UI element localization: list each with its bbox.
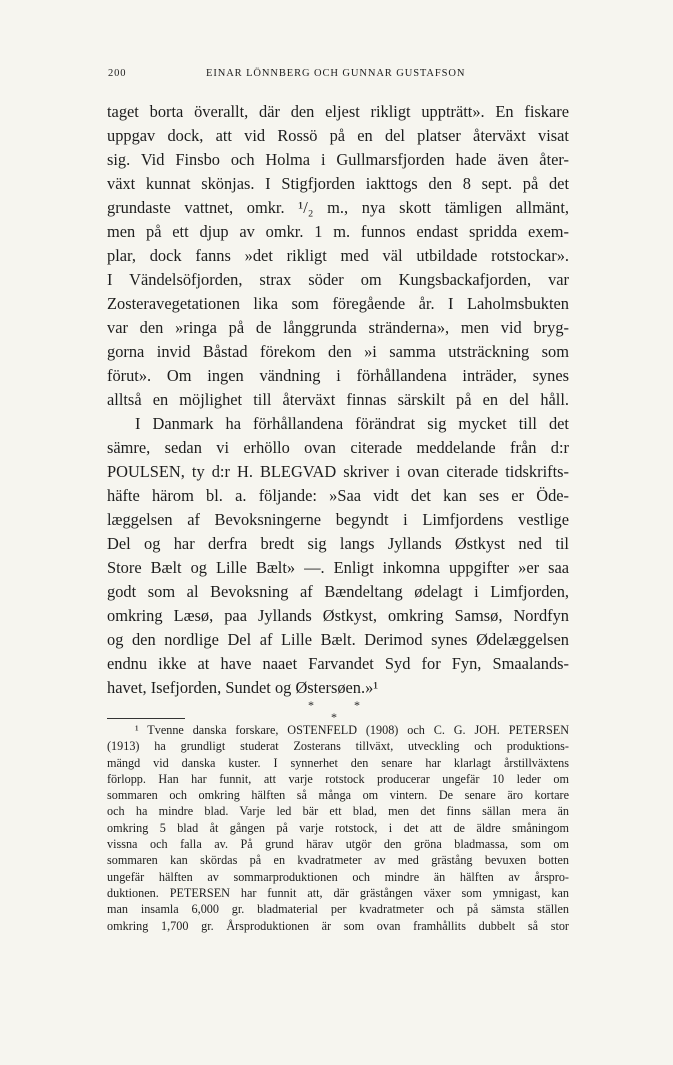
body-line: omkring Læsø, paa Jyllands Østkyst, omkring Samsø, Nordfyn xyxy=(107,606,569,625)
body-line: læggelsen af Bevoksningerne begyndt i Limfjordens vestlige xyxy=(107,510,569,529)
body-line: växt kunnat skönjas. I Stigfjorden iakttogs den 8 sept. på det xyxy=(107,174,569,193)
footnote-line: ¹ Tvenne danska forskare, OSTENFELD (1908) och C. G. JOH. PETERSEN xyxy=(135,723,569,737)
footnote-line: mängd vid danska kuster. I synnerhet den senare har klarlagt årstillväxtens xyxy=(107,755,569,770)
footnote-rule xyxy=(107,718,185,719)
body-line: var den »ringa på de långgrunda stränderna», men vid bryg- xyxy=(107,318,569,337)
footnote-line: man insamla 6,000 gr. bladmaterial per kvadratmeter och på sämsta ställen xyxy=(107,902,569,917)
footnotes xyxy=(107,722,569,934)
body-line: sämre, sedan vi erhöllo ovan citerade meddelande från d:r xyxy=(107,438,569,457)
footnote-line: vissna och falla av. På grund härav utgör den gröna bladmassa, som om xyxy=(107,837,569,852)
separator-star: * xyxy=(354,698,360,712)
body-line: havet, Isefjorden, Sundet og Østersøen.»¹ xyxy=(107,678,379,697)
body-line: Del og har derfra bredt sig langs Jyllands Østkyst ned til xyxy=(107,534,569,553)
body-line: godt som al Bevoksning af Bændeltang ødelagt i Limfjorden, xyxy=(107,582,569,601)
body-line: gorna invid Båstad förekom den »i samma utsträckning som xyxy=(107,342,569,361)
footnote-line: förlopp. Han har funnit, att varje rotstock producerar ungefär 10 leder om xyxy=(107,771,569,786)
body-line: endnu ikke at have naaet Farvandet Syd for Fyn, Smaalands- xyxy=(107,654,569,673)
footnote-line: och ha mindre blad. Varje led bär ett blad, men det finns sällan mera än xyxy=(107,804,569,819)
body-line: häfte härom bl. a. följande: »Saa vidt det kan ses er Öde- xyxy=(107,486,569,505)
body-line: uppgav dock, att vid Rossö på en del platser återväxt visat xyxy=(107,126,569,145)
footnote-line: ungefär hälften av sommarproduktionen och mindre än hälften av årspro- xyxy=(107,869,569,884)
separator-star: * xyxy=(308,698,314,712)
body-line: I Vändelsöfjorden, strax söder om Kungsbackafjorden, var xyxy=(107,270,569,289)
body-line: og den nordlige Del af Lille Bælt. Derimod synes Ødelæggelsen xyxy=(107,630,569,649)
body-line: taget borta överallt, där den eljest rikligt uppträtt». En fiskare xyxy=(107,102,569,121)
body-line: sig. Vid Finsbo och Holma i Gullmarsfjorden hade även åter- xyxy=(107,150,569,169)
page-header xyxy=(108,68,566,84)
body-line: I Danmark ha förhållandena förändrat sig mycket till det xyxy=(135,414,569,433)
body-line: grundaste vattnet, omkr. ¹/₂ m., nya skott tämligen allmänt, xyxy=(107,198,569,217)
footnote-line: sommaren och omkring hälften så många om vintern. De senare äro kortare xyxy=(107,788,569,803)
footnote-line: (1913) ha grundligt studerat Zosterans tillväxt, utveckling och produktions- xyxy=(107,739,569,754)
body-line: Store Bælt og Lille Bælt» —. Enligt inkomna uppgifter »er saa xyxy=(107,558,569,577)
body-line: plar, dock fanns »det rikligt med väl utbildade rotstockar». xyxy=(107,246,569,265)
footnote-line: omkring 1,700 gr. Årsproduktionen är som ovan framhållits dubbelt så stor xyxy=(107,918,569,933)
body-line: men på ett djup av omkr. 1 m. funnos endast spridda exem- xyxy=(107,222,569,241)
body-text xyxy=(107,100,569,700)
body-line: alltså en möjlighet till återväxt finnas särskilt på en del håll. xyxy=(107,390,569,409)
footnote-line: sommaren kan skördas på en kvadratmeter av med grästång bevuxen botten xyxy=(107,853,569,868)
body-line: förut». Om ingen vändning i förhållandena inträder, synes xyxy=(107,366,569,385)
body-line: Zosteravegetationen lika som föregående år. I Laholmsbukten xyxy=(107,294,569,313)
separator-star: * xyxy=(331,710,337,724)
running-head: EINAR LÖNNBERG OCH GUNNAR GUSTAFSON xyxy=(206,68,466,79)
body-line: POULSEN, ty d:r H. BLEGVAD skriver i ovan citerade tidskrifts- xyxy=(107,462,569,481)
page-number: 200 xyxy=(108,68,127,79)
footnote-line: omkring 5 blad åt gången på varje rotstock, i det att de äldre småningom xyxy=(107,820,569,835)
footnote-line: duktionen. PETERSEN har funnit att, där grästången växer som ymnigast, kan xyxy=(107,885,569,900)
